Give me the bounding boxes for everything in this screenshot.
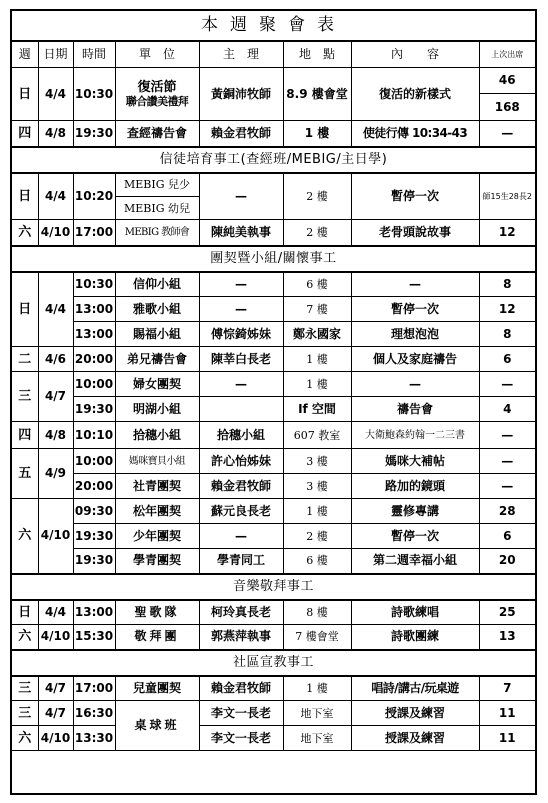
place-cell: 1 樓 bbox=[283, 121, 351, 147]
host-cell: — bbox=[199, 272, 283, 297]
time-cell: 13:00 bbox=[73, 322, 115, 347]
time-cell: 10:00 bbox=[73, 449, 115, 474]
unit-cell: 桌球班 bbox=[115, 701, 199, 751]
date-cell: 4/4 bbox=[38, 600, 73, 625]
date-cell: 4/10 bbox=[38, 625, 73, 650]
content-cell: 暫停一次 bbox=[351, 297, 479, 322]
attendance-cell: 46 bbox=[479, 68, 535, 94]
time-cell: 20:00 bbox=[73, 474, 115, 499]
unit-cell: 兒童團契 bbox=[115, 676, 199, 701]
header-unit: 單 位 bbox=[115, 42, 199, 68]
attendance-cell: 28 bbox=[479, 499, 535, 524]
header-time: 時間 bbox=[73, 42, 115, 68]
attendance-cell: 6 bbox=[479, 524, 535, 549]
host-cell: 賴金君牧師 bbox=[199, 121, 283, 147]
place-cell: 6 樓 bbox=[283, 549, 351, 574]
host-cell: 陳莘白長老 bbox=[199, 347, 283, 372]
content-cell: 禱告會 bbox=[351, 397, 479, 422]
table-row bbox=[12, 549, 535, 574]
host-cell bbox=[199, 397, 283, 422]
unit-cell: 敬拜團 bbox=[115, 625, 199, 650]
host-cell: — bbox=[199, 173, 283, 220]
unit-cell: MEBIG 教師會 bbox=[115, 220, 199, 246]
attendance-cell: 11 bbox=[479, 701, 535, 726]
section-title-music: 音樂敬拜事工 bbox=[12, 574, 535, 600]
day-cell: 三 bbox=[12, 372, 38, 422]
time-cell: 19:30 bbox=[73, 549, 115, 574]
header-host: 主 理 bbox=[199, 42, 283, 68]
section-title-community: 社區宣教事工 bbox=[12, 650, 535, 676]
content-cell: 大衛鮑森約翰一二三書 bbox=[351, 422, 479, 449]
unit-cell: 賜福小組 bbox=[115, 322, 199, 347]
host-cell: 李文一長老 bbox=[199, 726, 283, 751]
content-cell: 暫停一次 bbox=[351, 524, 479, 549]
page-title: 本週聚會表 bbox=[12, 11, 535, 41]
day-cell: 六 bbox=[12, 625, 38, 650]
unit-cell: 少年團契 bbox=[115, 524, 199, 549]
attendance-cell: — bbox=[479, 449, 535, 474]
attendance-cell: — bbox=[479, 474, 535, 499]
date-cell: 4/4 bbox=[38, 173, 73, 220]
host-cell: — bbox=[199, 524, 283, 549]
attendance-cell: 13 bbox=[479, 625, 535, 650]
time-cell: 19:30 bbox=[73, 524, 115, 549]
table-row bbox=[12, 68, 535, 94]
header-content: 內 容 bbox=[351, 42, 479, 68]
unit-cell: 信仰小組 bbox=[115, 272, 199, 297]
place-cell: If 空間 bbox=[283, 397, 351, 422]
table-row bbox=[12, 625, 535, 650]
attendance-cell: 7 bbox=[479, 676, 535, 701]
content-cell: 暫停一次 bbox=[351, 173, 479, 220]
section-title-fellowship: 團契暨小組/關懷事工 bbox=[12, 246, 535, 272]
host-cell: — bbox=[199, 372, 283, 397]
place-cell: 3 樓 bbox=[283, 449, 351, 474]
content-cell: 老骨頭說故事 bbox=[351, 220, 479, 246]
content-cell: 路加的鏡頭 bbox=[351, 474, 479, 499]
day-cell: 日 bbox=[12, 600, 38, 625]
unit-cell: 婦女團契 bbox=[115, 372, 199, 397]
unit-cell: 拾穗小組 bbox=[115, 422, 199, 449]
place-cell: 地下室 bbox=[283, 726, 351, 751]
time-cell: 13:00 bbox=[73, 297, 115, 322]
date-cell: 4/8 bbox=[38, 422, 73, 449]
date-cell: 4/9 bbox=[38, 449, 73, 499]
table-row bbox=[12, 600, 535, 625]
place-cell: 2 樓 bbox=[283, 524, 351, 549]
host-cell: 拾穗小組 bbox=[199, 422, 283, 449]
header-row bbox=[12, 42, 535, 68]
place-cell: 1 樓 bbox=[283, 372, 351, 397]
place-cell: 607 教室 bbox=[283, 422, 351, 449]
header-place: 地 點 bbox=[283, 42, 351, 68]
section-header bbox=[12, 574, 535, 600]
content-cell: 詩歌練唱 bbox=[351, 600, 479, 625]
host-cell: — bbox=[199, 297, 283, 322]
content-cell: 唱詩/講古/玩桌遊 bbox=[351, 676, 479, 701]
date-cell: 4/7 bbox=[38, 676, 73, 701]
day-cell: 日 bbox=[12, 173, 38, 220]
unit-cell: 明湖小組 bbox=[115, 397, 199, 422]
section-header bbox=[12, 147, 535, 173]
day-cell: 三 bbox=[12, 676, 38, 701]
table-row bbox=[12, 121, 535, 147]
date-cell: 4/10 bbox=[38, 499, 73, 574]
content-cell: 理想泡泡 bbox=[351, 322, 479, 347]
time-cell: 09:30 bbox=[73, 499, 115, 524]
place-cell: 7 樓 bbox=[283, 297, 351, 322]
host-cell: 黃銅沛牧師 bbox=[199, 68, 283, 121]
date-cell: 4/7 bbox=[38, 372, 73, 422]
time-cell: 10:30 bbox=[73, 68, 115, 121]
attendance-cell: 8 bbox=[479, 272, 535, 297]
table-row bbox=[12, 297, 535, 322]
time-cell: 17:00 bbox=[73, 676, 115, 701]
attendance-cell: 6 bbox=[479, 347, 535, 372]
host-cell: 學青同工 bbox=[199, 549, 283, 574]
time-cell: 13:00 bbox=[73, 600, 115, 625]
day-cell: 日 bbox=[12, 272, 38, 347]
time-cell: 13:30 bbox=[73, 726, 115, 751]
date-cell: 4/10 bbox=[38, 726, 73, 751]
unit-cell: 學青團契 bbox=[115, 549, 199, 574]
table-row bbox=[12, 474, 535, 499]
unit-cell: 媽咪寶貝小組 bbox=[115, 449, 199, 474]
attendance-cell: 12 bbox=[479, 220, 535, 246]
day-cell: 四 bbox=[12, 422, 38, 449]
attendance-cell: 25 bbox=[479, 600, 535, 625]
place-cell: 2 樓 bbox=[283, 220, 351, 246]
time-cell: 10:30 bbox=[73, 272, 115, 297]
host-cell: 傅悰錡姊妹 bbox=[199, 322, 283, 347]
content-cell: 個人及家庭禱告 bbox=[351, 347, 479, 372]
place-cell: 2 樓 bbox=[283, 173, 351, 220]
content-cell: 第二週幸福小組 bbox=[351, 549, 479, 574]
table-row bbox=[12, 499, 535, 524]
table-row bbox=[12, 372, 535, 397]
unit-cell: MEBIG 兒少 bbox=[115, 173, 199, 197]
table-row bbox=[12, 676, 535, 701]
place-cell: 地下室 bbox=[283, 701, 351, 726]
table-row bbox=[12, 347, 535, 372]
date-cell: 4/7 bbox=[38, 701, 73, 726]
date-cell: 4/6 bbox=[38, 347, 73, 372]
time-cell: 19:30 bbox=[73, 121, 115, 147]
time-cell: 15:30 bbox=[73, 625, 115, 650]
time-cell: 16:30 bbox=[73, 701, 115, 726]
place-cell: 8.9 樓會堂 bbox=[283, 68, 351, 121]
unit-cell: 弟兄禱告會 bbox=[115, 347, 199, 372]
attendance-cell: 11 bbox=[479, 726, 535, 751]
date-cell: 4/4 bbox=[38, 68, 73, 121]
section-header bbox=[12, 246, 535, 272]
unit-cell: MEBIG 幼兒 bbox=[115, 197, 199, 220]
date-cell: 4/4 bbox=[38, 272, 73, 347]
content-cell: 詩歌團練 bbox=[351, 625, 479, 650]
time-cell: 10:10 bbox=[73, 422, 115, 449]
section-header bbox=[12, 650, 535, 676]
place-cell: 1 樓 bbox=[283, 676, 351, 701]
host-cell: 陳純美執事 bbox=[199, 220, 283, 246]
host-cell: 賴金君牧師 bbox=[199, 474, 283, 499]
table-row bbox=[12, 220, 535, 246]
content-cell: 使徒行傳 10:34-43 bbox=[351, 121, 479, 147]
table-row bbox=[12, 701, 535, 726]
attendance-cell: — bbox=[479, 121, 535, 147]
time-cell: 10:20 bbox=[73, 173, 115, 220]
time-cell: 10:00 bbox=[73, 372, 115, 397]
unit-line: 復活節 bbox=[137, 80, 177, 95]
schedule-sheet bbox=[10, 9, 537, 795]
day-cell: 五 bbox=[12, 449, 38, 499]
attendance-cell: 20 bbox=[479, 549, 535, 574]
unit-line: 聯合讚美禮拜 bbox=[125, 95, 189, 108]
content-cell: — bbox=[351, 272, 479, 297]
host-cell: 李文一長老 bbox=[199, 701, 283, 726]
content-cell: 復活的新樣式 bbox=[351, 68, 479, 121]
content-cell: 授課及練習 bbox=[351, 726, 479, 751]
header-date: 日期 bbox=[38, 42, 73, 68]
day-cell: 日 bbox=[12, 68, 38, 121]
attendance-cell: 8 bbox=[479, 322, 535, 347]
host-cell: 許心怡姊妹 bbox=[199, 449, 283, 474]
place-cell: 鄭永國家 bbox=[283, 322, 351, 347]
day-cell: 六 bbox=[12, 726, 38, 751]
host-cell: 蘇元良長老 bbox=[199, 499, 283, 524]
content-cell: 媽咪大補帖 bbox=[351, 449, 479, 474]
attendance-cell: 4 bbox=[479, 397, 535, 422]
place-cell: 7 樓會堂 bbox=[283, 625, 351, 650]
table-row bbox=[12, 173, 535, 197]
date-cell: 4/10 bbox=[38, 220, 73, 246]
unit-cell: 社青團契 bbox=[115, 474, 199, 499]
time-cell: 20:00 bbox=[73, 347, 115, 372]
date-cell: 4/8 bbox=[38, 121, 73, 147]
attendance-cell: 師15生28長2 bbox=[479, 173, 535, 220]
table-row bbox=[12, 726, 535, 751]
time-cell: 17:00 bbox=[73, 220, 115, 246]
content-cell: 授課及練習 bbox=[351, 701, 479, 726]
table-row bbox=[12, 397, 535, 422]
attendance-cell: — bbox=[479, 372, 535, 397]
content-cell: — bbox=[351, 372, 479, 397]
place-cell: 6 樓 bbox=[283, 272, 351, 297]
attendance-cell: 12 bbox=[479, 297, 535, 322]
schedule-table bbox=[12, 41, 535, 751]
table-row bbox=[12, 422, 535, 449]
host-cell: 柯玲真長老 bbox=[199, 600, 283, 625]
unit-cell: 查經禱告會 bbox=[115, 121, 199, 147]
place-cell: 8 樓 bbox=[283, 600, 351, 625]
content-cell: 靈修專講 bbox=[351, 499, 479, 524]
attendance-cell: — bbox=[479, 422, 535, 449]
section-title-education: 信徒培育事工(查經班/MEBIG/主日學) bbox=[12, 147, 535, 173]
day-cell: 四 bbox=[12, 121, 38, 147]
time-cell: 19:30 bbox=[73, 397, 115, 422]
table-row bbox=[12, 322, 535, 347]
host-cell: 賴金君牧師 bbox=[199, 676, 283, 701]
attendance-cell: 168 bbox=[479, 94, 535, 121]
day-cell: 二 bbox=[12, 347, 38, 372]
place-cell: 1 樓 bbox=[283, 499, 351, 524]
day-cell: 六 bbox=[12, 220, 38, 246]
unit-cell: 松年團契 bbox=[115, 499, 199, 524]
unit-cell bbox=[115, 68, 199, 121]
host-cell: 郭燕萍執事 bbox=[199, 625, 283, 650]
place-cell: 1 樓 bbox=[283, 347, 351, 372]
unit-cell: 雅歌小組 bbox=[115, 297, 199, 322]
header-day: 週 bbox=[12, 42, 38, 68]
table-row bbox=[12, 272, 535, 297]
table-row bbox=[12, 449, 535, 474]
day-cell: 三 bbox=[12, 701, 38, 726]
header-attendance: 上次出席 bbox=[479, 42, 535, 68]
unit-cell: 聖歌隊 bbox=[115, 600, 199, 625]
place-cell: 3 樓 bbox=[283, 474, 351, 499]
day-cell: 六 bbox=[12, 499, 38, 574]
table-row bbox=[12, 524, 535, 549]
